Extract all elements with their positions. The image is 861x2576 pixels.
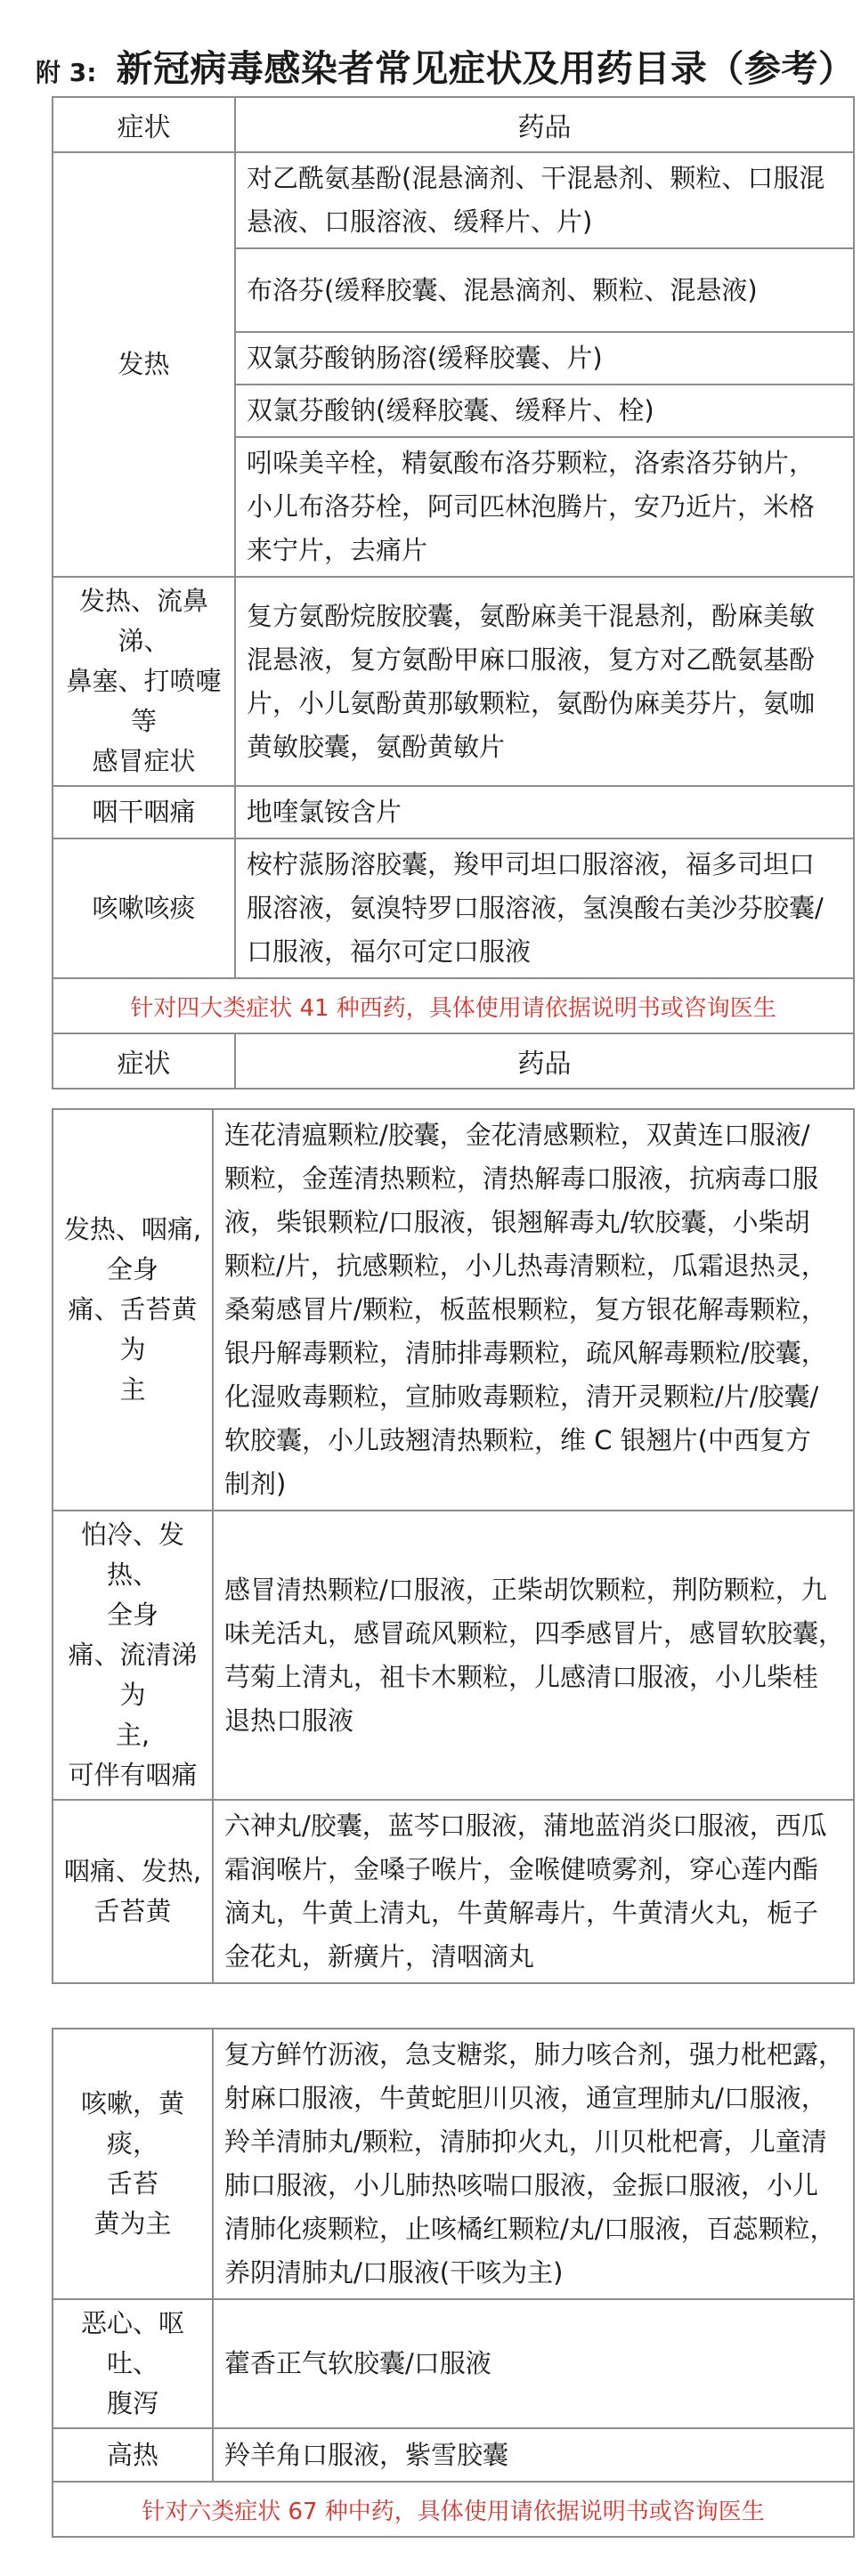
text-line: 口服液，福尔可定口服液 <box>247 936 532 967</box>
text-line: 混悬液，复方氨酚甲麻口服液，复方对乙酰氨基酚 <box>247 644 816 675</box>
symptom-cell <box>53 2029 213 2299</box>
text-line: 感冒症状 <box>92 746 196 776</box>
text-line: 银丹解毒颗粒，清肺排毒颗粒，疏风解毒颗粒/胶囊， <box>224 1338 827 1368</box>
text-line: 颗粒/片，抗感颗粒，小儿热毒清颗粒，瓜霜退热灵， <box>224 1251 827 1281</box>
text-line: 味羌活丸，感冒疏风颗粒，四季感冒片，感冒软胶囊， <box>224 1617 845 1648</box>
text-line: 黄敏胶囊，氨酚黄敏片 <box>247 731 506 762</box>
table-row <box>53 786 854 838</box>
text-line: 软胶囊，小儿豉翘清热颗粒，维 C 银翘片(中西复方 <box>224 1425 812 1455</box>
symptom-cell <box>53 1800 213 1983</box>
text-line: 主, <box>115 1720 150 1750</box>
text-line: 养阴清肺丸/口服液(干咳为主) <box>224 2257 564 2288</box>
medicine-cell <box>235 248 854 332</box>
symptom-cell <box>53 786 235 838</box>
text-line: 小儿布洛芬栓，阿司匹林泡腾片，安乃近片，米格 <box>247 491 816 522</box>
text-line: 恶心、呕吐、 <box>80 2308 184 2378</box>
text-line: 射麻口服液，牛黄蛇胆川贝液，通宣理肺丸/口服液， <box>224 2083 827 2113</box>
table-row <box>53 1109 854 1511</box>
medicine-cell <box>213 2299 854 2428</box>
table-row <box>53 152 854 248</box>
header-symptom: 症状 <box>53 1033 235 1089</box>
text-line: 布洛芬(缓释胶囊、混悬滴剂、颗粒、混悬液) <box>247 274 758 305</box>
medicine-cell <box>213 2428 854 2482</box>
western-note: 针对四大类症状 41 种西药，具体使用请依据说明书或咨询医生 <box>53 978 854 1033</box>
title-prefix: 附 3: <box>36 58 97 87</box>
text-line: 连花清瘟颗粒/胶囊，金花清感颗粒，双黄连口服液/ <box>224 1120 810 1150</box>
document-title <box>36 39 855 93</box>
western-medicine-table <box>52 96 855 1090</box>
text-line: 发热、咽痛, <box>63 1214 202 1244</box>
symptom-cell <box>53 1511 213 1800</box>
text-line: 高热 <box>106 2439 158 2470</box>
text-line: 腹泻 <box>106 2388 158 2418</box>
text-line: 复方鲜竹沥液，急支糖浆，肺力咳合剂，强力枇杷露， <box>224 2039 845 2070</box>
text-line: 黄为主 <box>93 2208 172 2239</box>
table-row <box>53 2299 854 2428</box>
text-line: 吲哚美辛栓，精氨酸布洛芬颗粒，洛索洛芬钠片， <box>247 448 816 478</box>
text-line: 六神丸/胶囊，蓝芩口服液，蒲地蓝消炎口服液，西瓜 <box>224 1810 827 1841</box>
table-row <box>53 1511 854 1800</box>
chinese-note: 针对六类症状 67 种中药，具体使用请依据说明书或咨询医生 <box>53 2482 854 2537</box>
text-line: 退热口服液 <box>224 1705 354 1736</box>
text-line: 羚羊角口服液，紫雪胶囊 <box>224 2439 509 2470</box>
text-line: 主 <box>119 1374 146 1405</box>
text-line: 舌苔 <box>106 2168 158 2199</box>
chinese-medicine-table-2 <box>52 2028 855 2538</box>
medicine-cell <box>235 385 854 437</box>
text-line: 颗粒，金莲清热颗粒，清热解毒口服液，抗病毒口服 <box>224 1163 819 1194</box>
text-line: 感冒清热颗粒/口服液，正柴胡饮颗粒，荆防颗粒，九 <box>224 1574 827 1605</box>
text-line: 咽痛、发热, <box>63 1856 202 1886</box>
text-line: 桑菊感冒片/颗粒，板蓝根颗粒，复方银花解毒颗粒， <box>224 1294 827 1324</box>
text-line: 地喹氯铵含片 <box>247 797 402 827</box>
text-line: 咽干咽痛 <box>92 797 196 827</box>
header-symptom: 症状 <box>53 97 235 152</box>
table-header-row <box>53 97 854 152</box>
chinese-medicine-table-1 <box>52 1108 855 1984</box>
text-line: 芎菊上清丸，祖卡木颗粒，儿感清口服液，小儿柴桂 <box>224 1661 819 1692</box>
text-line: 来宁片，去痛片 <box>247 535 428 565</box>
text-line: 可伴有咽痛 <box>68 1760 198 1790</box>
text-line: 藿香正气软胶囊/口服液 <box>224 2348 491 2378</box>
medicine-cell <box>235 437 854 577</box>
text-line: 鼻塞、打喷嚏等 <box>66 666 222 736</box>
text-line: 双氯芬酸钠(缓释胶囊、缓释片、栓) <box>247 395 654 425</box>
text-line: 全身 <box>106 1600 158 1630</box>
text-line: 清肺化痰颗粒，止咳橘红颗粒/丸/口服液，百蕊颗粒， <box>224 2214 836 2244</box>
text-line: 金花丸，新癀片，清咽滴丸 <box>224 1941 535 1972</box>
table-row <box>53 2428 854 2482</box>
table-row <box>53 577 854 786</box>
medicine-cell <box>235 786 854 838</box>
table-row <box>53 1800 854 1983</box>
text-line: 复方氨酚烷胺胶囊，氨酚麻美干混悬剂，酚麻美敏 <box>247 600 816 631</box>
medicine-cell <box>213 2029 854 2299</box>
text-line: 双氯芬酸钠肠溶(缓释胶囊、片) <box>247 343 603 373</box>
table-row <box>53 2029 854 2299</box>
text-line: 羚羊清肺丸/颗粒，清肺抑火丸，川贝枇杷膏，儿童清 <box>224 2126 827 2157</box>
text-line: 痛、舌苔黄为 <box>68 1294 198 1365</box>
text-line: 桉柠蒎肠溶胶囊，羧甲司坦口服溶液，福多司坦口 <box>247 849 816 879</box>
title-main: 新冠病毒感染者常见症状及用药目录（参考） <box>116 47 856 90</box>
text-line: 肺口服液，小儿肺热咳喘口服液，金振口服液，小儿 <box>224 2170 819 2200</box>
table-row <box>53 838 854 978</box>
note-row <box>53 2482 854 2537</box>
text-line: 怕冷、发热、 <box>80 1519 184 1590</box>
medicine-cell <box>213 1511 854 1800</box>
text-line: 对乙酰氨基酚(混悬滴剂、干混悬剂、颗粒、口服混 <box>247 163 825 193</box>
symptom-cell <box>53 577 235 786</box>
text-line: 滴丸，牛黄上清丸，牛黄解毒片，牛黄清火丸，栀子 <box>224 1898 819 1928</box>
medicine-cell <box>235 152 854 248</box>
text-line: 制剂) <box>224 1469 287 1499</box>
medicine-cell <box>213 1109 854 1511</box>
symptom-cell <box>53 2428 213 2482</box>
medicine-cell <box>235 577 854 786</box>
text-line: 发热、流鼻涕、 <box>78 586 208 656</box>
text-line: 霜润喉片，金嗓子喉片，金喉健喷雾剂，穿心莲内酯 <box>224 1854 819 1884</box>
symptom-cell <box>53 2299 213 2428</box>
note-row <box>53 978 854 1033</box>
text-line: 舌苔黄 <box>93 1896 172 1926</box>
text-line: 服溶液，氨溴特罗口服溶液，氢溴酸右美沙芬胶囊/ <box>247 893 824 923</box>
text-line: 化湿败毒颗粒，宣肺败毒颗粒，清开灵颗粒/片/胶囊/ <box>224 1381 819 1412</box>
text-line: 全身 <box>106 1254 158 1284</box>
text-line: 咳嗽，黄痰， <box>80 2088 184 2159</box>
medicine-cell <box>235 332 854 385</box>
symptom-cell <box>53 838 235 978</box>
text-line: 咳嗽咳痰 <box>92 893 196 923</box>
medicine-cell <box>235 838 854 978</box>
text-line: 片，小儿氨酚黄那敏颗粒，氨酚伪麻美芬片，氨咖 <box>247 687 816 718</box>
header-medicine: 药品 <box>235 1033 854 1089</box>
symptom-cell <box>53 1109 213 1511</box>
symptom-cell: 发热 <box>53 152 235 577</box>
header-medicine: 药品 <box>235 97 854 152</box>
text-line: 痛、流清涕为 <box>68 1640 198 1710</box>
table-header-row <box>53 1033 854 1089</box>
medicine-cell <box>213 1800 854 1983</box>
text-line: 液，柴银颗粒/口服液，银翘解毒丸/软胶囊，小柴胡 <box>224 1207 810 1237</box>
text-line: 悬液、口服溶液、缓释片、片) <box>247 207 593 237</box>
